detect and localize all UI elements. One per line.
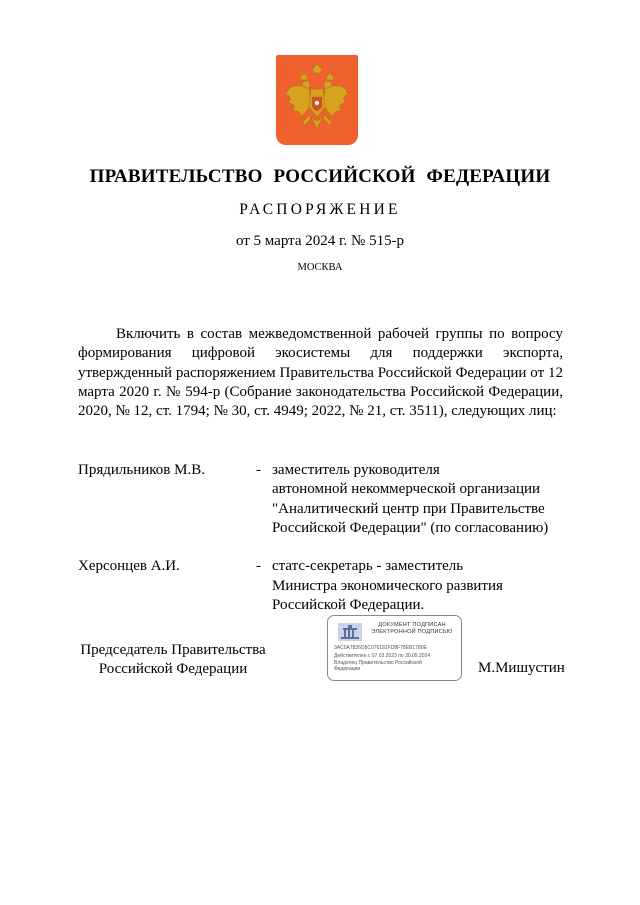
member-row: [78, 461, 568, 538]
signatory-title: [78, 641, 268, 678]
government-building-icon: [338, 623, 362, 641]
coat-of-arms-icon: [276, 55, 358, 145]
document-type: РАСПОРЯЖЕНИЕ: [239, 201, 401, 218]
double-headed-eagle-icon: [276, 55, 358, 145]
stamp-owner: Федерации: [334, 666, 361, 672]
document-city: МОСКВА: [297, 262, 343, 273]
stamp-heading-line: ДОКУМЕНТ ПОДПИСАН: [378, 622, 446, 628]
stamp-validity: Действителен с 07.03.2023 по 30.05.2024: [334, 653, 431, 659]
document-date-number: от 5 марта 2024 г. № 515-р: [235, 233, 405, 249]
order-paragraph: Включить в состав межведомственной рабочей группы по вопросу формирования цифровой экосистемы для поддержки экспорта, утвержденный распоряжением Правительства Российской Федерации от 12 марта 2020 г. № 594-р (Собрание законодательства Российской Федерации, 2020, № 12, ст. 1794; № 30, ст. 4949; 2022, № 21, ст. 3511), следующих лиц:: [78, 326, 563, 420]
signatory-title-line: Российской Федерации: [98, 660, 248, 677]
signatory-title-line: Председатель Правительства: [80, 642, 266, 658]
member-dash: -: [256, 462, 261, 478]
government-title: ПРАВИТЕЛЬСТВО РОССИЙСКОЙ ФЕДЕРАЦИИ: [89, 166, 551, 187]
member-row: [78, 557, 568, 615]
stamp-certificate: 3AC0A7826D5C076181FD8F78EB1780E: [334, 645, 427, 651]
member-dash: -: [256, 558, 261, 575]
member-list: [78, 461, 568, 635]
stamp-owner: Владелец Правительство Российской: [334, 660, 422, 666]
stamp-heading-line: ЭЛЕКТРОННОЙ ПОДПИСЬЮ: [371, 629, 453, 635]
stamp-heading: [366, 622, 458, 636]
member-role: заместитель руководителя автономной некоммерческой организации "Аналитический центр при Правительстве Российской Федерации" (по согласованию): [272, 462, 549, 536]
member-role: статс-секретарь - заместитель Министра экономического развития Российской Федерации.: [272, 558, 503, 614]
electronic-signature-stamp: [327, 615, 462, 681]
member-name: Прядильников М.В.: [78, 462, 205, 478]
order-text: [78, 325, 563, 421]
member-name: Херсонцев А.И.: [78, 558, 180, 575]
signatory-name: М.Мишустин: [478, 660, 565, 676]
